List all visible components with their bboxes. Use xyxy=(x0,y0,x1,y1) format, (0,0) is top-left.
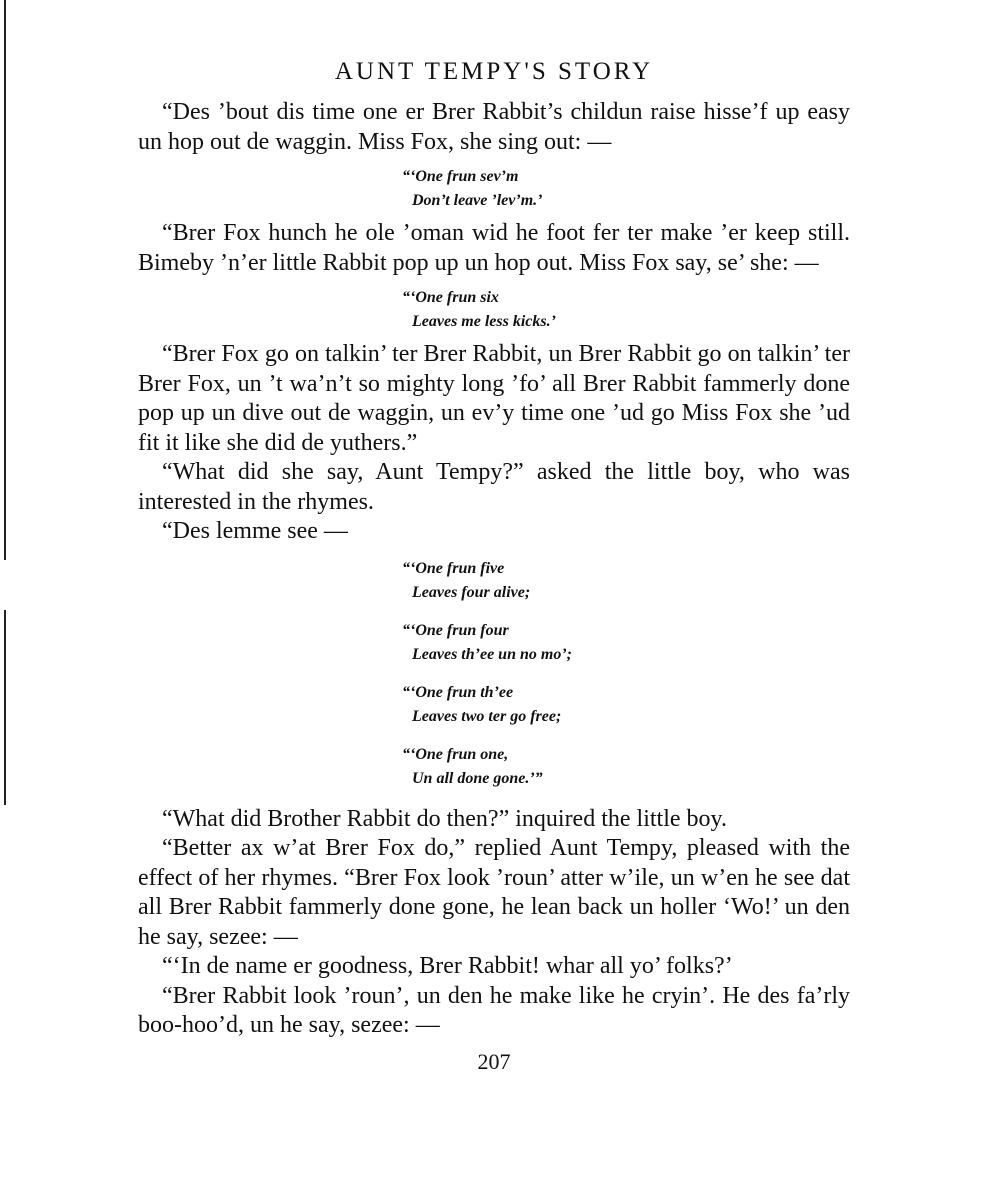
binding-edge-mark xyxy=(4,0,10,560)
verse-2 xyxy=(402,286,850,334)
paragraph-7: “Better ax w’at Brer Fox do,” replied Aunt Tempy, pleased with the effect of her rhymes. “Brer Fox look ’roun’ atter w’ile, un w’en he see dat all Brer Rabbit fammerly done gone, he lean back un holler ‘Wo!’ un den he say, sezee: — xyxy=(138,835,850,950)
verse-5-line-1: “‘One frun th’ee xyxy=(402,683,514,701)
verse-6-line-1: “‘One frun one, xyxy=(402,745,509,763)
verse-4 xyxy=(402,619,850,667)
verse-3 xyxy=(402,557,850,605)
verse-1 xyxy=(402,165,850,213)
verse-1-line-2: Don’t leave ’lev’m.’ xyxy=(412,192,543,209)
paragraph-1: “Des ’bout dis time one er Brer Rabbit’s childun raise hisse’f up easy un hop out de waggin. Miss Fox, she sing out: — xyxy=(138,99,850,155)
paragraph-3: “Brer Fox go on talkin’ ter Brer Rabbit, un Brer Rabbit go on talkin’ ter Brer Fox, un ’t wa’n’t so mighty long ’fo’ all Brer Rabbit fammerly done pop up un dive out de waggin, un ev’y time one ’ud go Miss Fox she ’ud fit it like she did de yuthers.” xyxy=(138,341,850,456)
verse-5-line-2: Leaves two ter go free; xyxy=(412,707,562,725)
verse-1-line-1: “‘One frun sev’m xyxy=(402,168,519,185)
page-number: 207 xyxy=(477,1048,511,1074)
binding-edge-mark-lower xyxy=(4,610,10,805)
verse-2-line-1: “‘One frun six xyxy=(402,289,499,306)
running-head: AUNT TEMPY'S STORY xyxy=(334,58,654,85)
verse-4-line-2: Leaves th’ee un no mo’; xyxy=(412,645,572,663)
paragraph-2: “Brer Fox hunch he ole ’oman wid he foot fer ter make ’er keep still. Bimeby ’n’er little Rabbit pop up un hop out. Miss Fox say, se’ she: — xyxy=(138,220,850,276)
verse-2-line-2: Leaves me less kicks.’ xyxy=(412,313,556,330)
verse-6-line-2: Un all done gone.’” xyxy=(412,769,543,787)
book-page xyxy=(138,56,850,1075)
verse-block xyxy=(138,557,850,791)
verse-3-line-1: “‘One frun five xyxy=(402,559,505,577)
paragraph-9: “Brer Rabbit look ’roun’, un den he make like he cryin’. He des fa’rly boo-hoo’d, un he say, sezee: — xyxy=(138,982,850,1038)
paragraph-5: “Des lemme see — xyxy=(162,518,348,544)
paragraph-4: “What did she say, Aunt Tempy?” asked the little boy, who was interested in the rhymes. xyxy=(138,459,850,515)
verse-3-line-2: Leaves four alive; xyxy=(412,583,531,601)
verse-6 xyxy=(402,743,850,791)
paragraph-8: “‘In de name er goodness, Brer Rabbit! whar all yo’ folks?’ xyxy=(162,953,733,979)
verse-4-line-1: “‘One frun four xyxy=(402,621,509,639)
verse-5 xyxy=(402,681,850,729)
paragraph-6: “What did Brother Rabbit do then?” inquired the little boy. xyxy=(162,805,727,832)
